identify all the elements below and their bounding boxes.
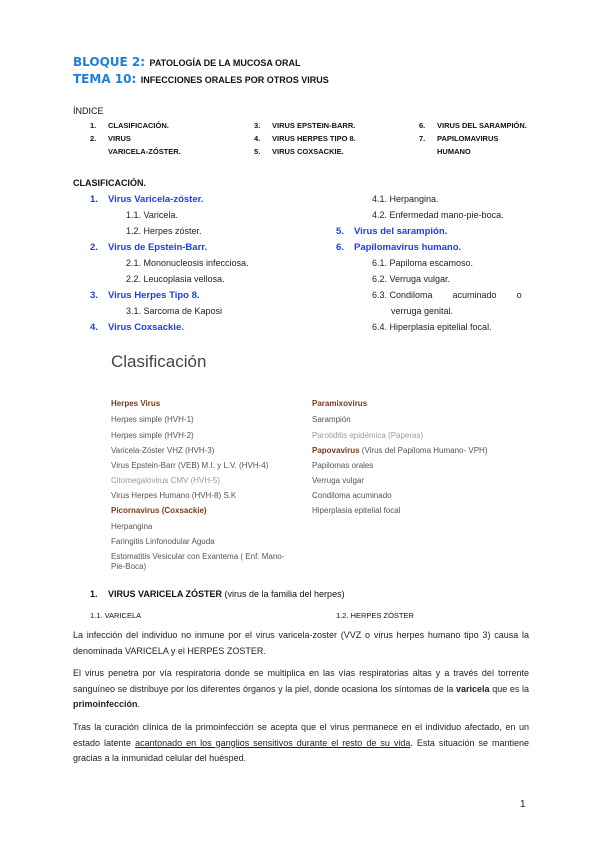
paragraph-1-text: La infección del individuo no inmune por el virus varicela-zoster (VVZ o virus herpes humano tipo 3) causa la denominada VARICELA y el HERPES ZOSTER. [73,630,529,656]
class-text: Virus de Epstein-Barr. [108,242,208,253]
index-text: VIRUS COXSACKIE. [272,147,344,156]
tema-label: TEMA 10: [73,72,137,86]
index-item [419,147,527,160]
index-item [254,147,356,160]
index-col1 [90,121,181,160]
paragraph-3 [73,720,529,767]
classification-image [108,346,508,576]
class-sub-item-cont: verruga genital. [391,306,454,316]
class-num: 5. [336,226,344,237]
paragraph-2-bold: primoinfección [73,699,138,709]
image-right-line [312,446,487,455]
index-num: 2. [90,134,97,143]
class-sub-item: 3.1. Sarcoma de Kaposi [126,306,223,316]
image-right-head: Papovavirus [312,446,360,455]
index-num: 3. [254,121,261,130]
index-item [419,121,527,134]
index-item [254,134,356,147]
index-num: 1. [90,121,97,130]
class-sub-item: 2.2. Leucoplasia vellosa. [126,274,225,284]
class-sub-item: 2.1. Mononucleosis infecciosa. [126,258,249,268]
class-num: 3. [90,290,98,301]
paragraph-2-text: que es la [489,683,530,694]
paragraph-3-underlined: acantonado en los ganglios sensitivos durante el resto de su vida [135,737,411,748]
image-right-line: Papilomas orales [312,461,374,470]
section1-sub2: 1.2. HERPES ZÓSTER [336,611,414,620]
image-right-line: Hiperplasia epitelial focal [312,506,401,515]
index-text: PAPILOMAVIRUS [437,134,499,143]
class-sub-item: 4.1. Herpangina. [372,194,439,204]
index-item [254,121,356,134]
class-main-item [336,226,522,242]
image-right-line: Condiloma acuminado [312,491,392,500]
index-item [90,134,181,147]
bloque-text: PATOLOGÍA DE LA MUCOSA ORAL [149,58,301,68]
index-text: VIRUS EPSTEIN-BARR. [272,121,356,130]
class-text: Virus Herpes Tipo 8. [108,290,200,301]
index-num: 7. [419,134,426,143]
image-left-line: Faringitis Linfonodular Aguda [111,537,215,546]
index-item [90,147,181,160]
tema-heading [73,70,329,88]
index-num: 4. [254,134,261,143]
index-num: 5. [254,147,261,156]
class-main-item [90,322,249,338]
class-num: 6. [336,242,344,253]
index-text: VARICELA-ZÓSTER. [108,147,181,156]
section1-title: VIRUS VARICELA ZÓSTER [108,589,223,599]
section1-num: 1. [90,589,98,599]
index-text: VIRUS [108,134,131,143]
clasificacion-right [336,194,522,338]
section1-heading [90,589,345,599]
index-col2 [254,121,356,160]
image-right-rest: (Virus del Papiloma Humano- VPH) [359,446,488,455]
index-item [90,121,181,134]
paragraph-2-text: . [137,699,141,709]
class-main-item [90,290,249,306]
class-num: 4. [90,322,98,333]
clasificacion-left [90,194,249,338]
image-left-line: Herpes simple (HVH-1) [111,415,194,424]
page-number: 1 [520,799,526,810]
class-main-item [90,242,249,258]
index-item [419,134,527,147]
image-left-line: Virus Herpes Humano (HVH-8) S.K [111,491,237,500]
section1-subtitle: (virus de la familia del herpes) [222,589,345,599]
class-text: Virus Coxsackie. [108,322,184,333]
image-left-line: Herpangina [111,522,153,531]
clasificacion-title: CLASIFICACIÓN. [73,178,146,188]
paragraph-2-bold: varicela [456,683,490,694]
image-left-line: Varicela-Zóster VHZ (HVH-3) [111,446,215,455]
index-num: 6. [419,121,426,130]
class-sub-item: 4.2. Enfermedad mano-pie-boca. [372,210,504,220]
image-left-line: Estomatitis Vesicular con Exantema ( Enf. Mano- [111,552,285,561]
class-sub-item: 6.4. Hiperplasia epitelial focal. [372,322,492,332]
paragraph-3-text: Tras la curación clínica de la primoinfección se acepta que el virus permanece en el individuo afectado, en un estado latente [73,722,529,748]
index-text: HUMANO [437,147,471,156]
class-main-item [90,194,249,210]
index-col3 [419,121,527,160]
image-left-line: Herpes simple (HVH-2) [111,431,194,440]
paragraph-2-text: El virus penetra por vía respiratoria donde se multiplica en las vías respiratorias altas y a través del torrente sanguíneo se distribuye por los diferentes órganos y la piel, donde ocasiona los síntomas de la [73,668,529,694]
image-right-line: Sarampión [312,415,351,424]
class-num: 1. [90,194,98,205]
paragraph-1 [73,628,529,659]
image-left-line: Virus Epstein-Barr (VEB) M.I. y L.V. (HVH-4) [111,461,269,470]
image-left-line: Picornavirus (Coxsackie) [111,506,207,515]
paragraph-2 [73,666,529,713]
class-text: Papilomavirus humano. [354,242,462,253]
class-sub-item: 6.3. Condiloma acuminado o [372,290,522,300]
image-left-line: Citomegalovirus CMV (HVH-5) [111,476,220,485]
bloque-label: BLOQUE 2: [73,55,146,69]
class-sub-item: 1.1. Varicela. [126,210,178,220]
paragraph-3-text: . Esta situación se mantiene gracias a la inmunidad celular del huésped. [73,737,530,763]
class-sub-item: 6.2. Verruga vulgar. [372,274,451,284]
bloque-heading [73,53,301,71]
image-right-line: Verruga vulgar [312,476,365,485]
image-left-line: Pie-Boca) [111,562,147,571]
image-left-line: Herpes Virus [111,399,161,408]
index-text: VIRUS DEL SARAMPIÓN. [437,121,527,130]
section1-sub1: 1.1. VARICELA [90,611,142,620]
image-right-line: Parotiditis epidémica (Paperas) [312,431,424,440]
class-sub-item: 6.1. Papiloma escamoso. [372,258,474,268]
index-title: ÍNDICE [73,106,104,116]
tema-text: INFECCIONES ORALES POR OTROS VIRUS [140,75,329,85]
class-num: 2. [90,242,98,253]
class-sub-item: 1.2. Herpes zóster. [126,226,202,236]
image-right-line: Paramixovirus [312,399,368,408]
class-text: Virus del sarampión. [354,226,448,237]
index-text: VIRUS HERPES TIPO 8. [272,134,356,143]
index-text: CLASIFICACIÓN. [108,121,169,130]
class-main-item [336,242,522,258]
image-title: Clasificación [111,352,207,371]
class-text: Virus Varicela-zóster. [108,194,204,205]
